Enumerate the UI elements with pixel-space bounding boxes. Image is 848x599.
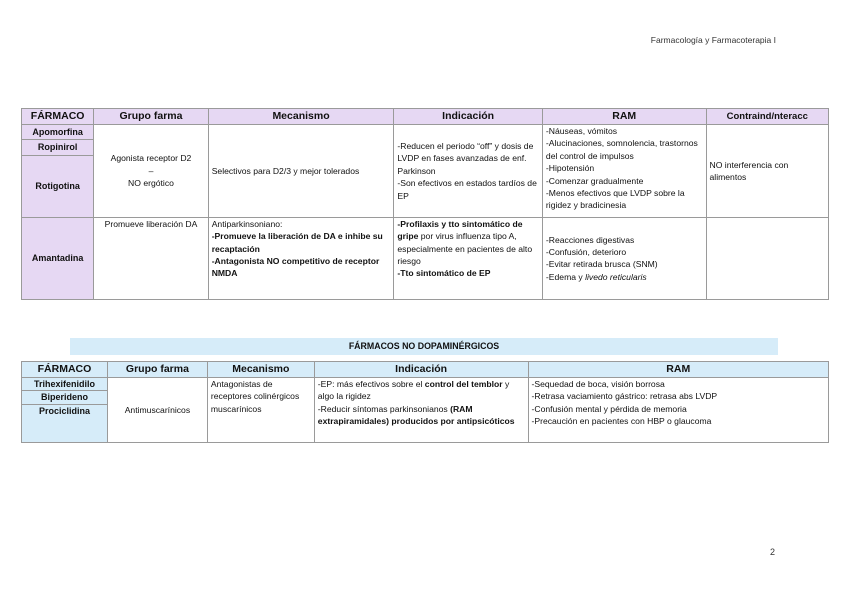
contraind-amantadina (706, 217, 828, 299)
drug-ropinirol: Ropinirol (22, 140, 94, 155)
ram-text: -Edema y (545, 271, 586, 282)
col-header-group: Grupo farma (94, 109, 208, 125)
col-header-drug: FÁRMACO (22, 362, 108, 378)
mechanism-amantadina (208, 217, 394, 299)
ram-line: -Alucinaciones, somnolencia, trastornos del control de impulsos (545, 138, 698, 161)
col-header-indication: Indicación (394, 109, 543, 125)
indication-text: y algo la rigidez (317, 379, 510, 402)
ram-line: -Hipotensión (545, 163, 595, 174)
col-header-ram: RAM (542, 109, 706, 125)
drug-amantadina: Amantadina (22, 217, 94, 299)
ram-line: -Confusión mental y pérdida de memoria (531, 403, 687, 414)
indication-line (397, 218, 539, 268)
indication-antimuscarinic (314, 378, 528, 443)
ram-line: -Precaución en pacientes con HBP o glaucoma (531, 416, 712, 427)
table-row (22, 217, 829, 299)
ram-line (546, 271, 703, 283)
mechanism-dopamine-agonist: Selectivos para D2/3 y mejor tolerados (208, 125, 394, 218)
col-header-mechanism: Mecanismo (207, 362, 314, 378)
table-row (22, 125, 829, 140)
group-line: Agonista receptor D2 (110, 153, 192, 164)
indication-line: -Tto sintomático de EP (397, 268, 491, 279)
ram-line: -Retrasa vaciamiento gástrico: retrasa abs LVDP (531, 391, 718, 402)
indication-amantadina (394, 217, 543, 299)
ram-italic: livedo reticularis (585, 271, 647, 282)
group-line: NO ergótico (128, 178, 174, 189)
table-header-row (22, 109, 829, 125)
group-antimuscarinic: Antimuscarínicos (107, 378, 207, 443)
col-header-indication: Indicación (314, 362, 528, 378)
indication-bold: (RAM extrapiramidales) producidos por antipsicóticos (317, 403, 515, 427)
col-header-ram: RAM (528, 362, 829, 378)
col-header-drug: FÁRMACO (22, 109, 94, 125)
non-dopaminergic-drugs-table (21, 361, 829, 443)
col-header-contraind: Contraind/nteracc (706, 109, 828, 125)
ram-line: -Sequedad de boca, visión borrosa (531, 379, 665, 389)
ram-line: -Comenzar gradualmente (545, 175, 644, 186)
indication-bold: control del temblor (424, 379, 503, 389)
group-amantadina: Promueve liberación DA (94, 217, 208, 299)
indication-dopamine-agonist (394, 125, 543, 218)
group-dopamine-agonist (94, 125, 208, 218)
drug-prociclidina: Prociclidina (22, 404, 108, 442)
page-number: 2 (770, 547, 776, 557)
ram-dopamine-agonist (542, 125, 706, 218)
page-header: Farmacología y Farmacoterapia I (650, 35, 776, 45)
ram-line: -Náuseas, vómitos (545, 126, 618, 136)
indication-bold: -Profilaxis y tto sintomático de gripe (397, 218, 523, 242)
ram-amantadina (542, 217, 706, 299)
ram-line: -Evitar retirada brusca (SNM) (545, 259, 658, 270)
group-line: – (148, 165, 154, 176)
indication-text: -EP: más efectivos sobre el (317, 379, 425, 389)
mechanism-antimuscarinic: Antagonistas de receptores colinérgicos muscarínicos (207, 378, 314, 443)
drug-rotigotina: Rotigotina (22, 155, 94, 217)
section-title: FÁRMACOS NO DOPAMINÉRGICOS (70, 338, 778, 355)
drug-apomorfina: Apomorfina (22, 125, 94, 140)
indication-line (318, 403, 525, 428)
col-header-mechanism: Mecanismo (208, 109, 394, 125)
mechanism-line: Antiparkinsoniano: (211, 218, 283, 229)
indication-line: -Son efectivos en estados tardíos de EP (397, 178, 537, 201)
drug-trihexifenidilo: Trihexifenidilo (22, 378, 108, 391)
ram-line: -Reacciones digestivas (545, 234, 635, 245)
table-row (22, 378, 829, 391)
ram-antimuscarinic (528, 378, 829, 443)
drug-biperideno: Biperideno (22, 391, 108, 404)
ram-line: -Confusión, deterioro (545, 246, 627, 257)
dopaminergic-drugs-table (21, 108, 829, 300)
mechanism-line: -Antagonista NO competitivo de receptor NMDA (211, 256, 380, 279)
col-header-group: Grupo farma (107, 362, 207, 378)
ram-line: -Menos efectivos que LVDP sobre la rigidez y bradicinesia (545, 188, 685, 211)
indication-line: -Reducen el periodo “off” y dosis de LVDP en fases avanzadas de enf. Parkinson (397, 140, 534, 176)
indication-line (318, 378, 525, 403)
table-header-row (22, 362, 829, 378)
indication-text: por virus influenza tipo A, especialmente en pacientes de alto riesgo (397, 231, 533, 267)
mechanism-line: -Promueve la liberación de DA e inhibe su recaptación (211, 231, 383, 254)
contraind-dopamine-agonist: NO interferencia con alimentos (706, 125, 828, 218)
indication-text: -Reducir síntomas parkinsonianos (317, 403, 451, 414)
